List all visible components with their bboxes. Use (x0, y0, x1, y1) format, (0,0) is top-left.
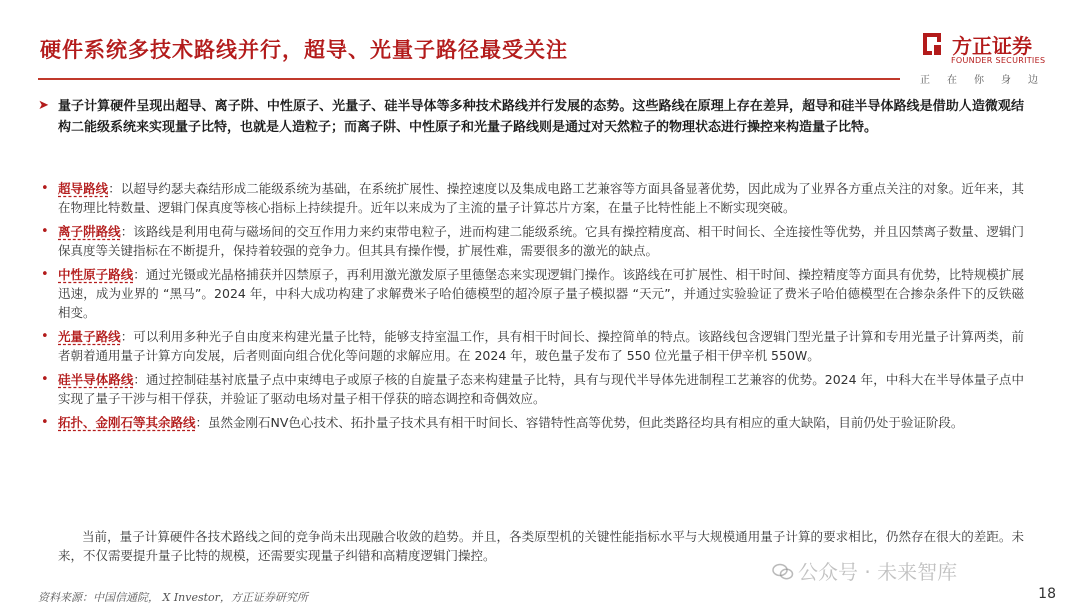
page-title: 硬件系统多技术路线并行，超导、光量子路径最受关注 (40, 37, 568, 62)
intro-paragraph: 量子计算硬件呈现出超导、离子阱、中性原子、光量子、硅半导体等多种技术路线并行发展的态势。这些路线在原理上存在差异，超导和硅半导体路线是借助人造微观结构二能级系统来实现量子比特，也就是人造粒子；而离子阱、中性原子和光量子路线则是通过对天然粒子的物理状态进行操控来构造量子比特。 (58, 99, 1024, 135)
watermark (772, 556, 957, 585)
logo-slogan: 正在你身边 (920, 75, 1055, 86)
route-description: ：通过控制硅基衬底量子点中束缚电子或原子核的自旋量子态来构建量子比特，具有与现代半导体先进制程工艺兼容的优势。2024 年，中科大在半导体量子点中实现了量子干涉与相干俘获，并验证了驱动电场对量子相干俘获的暗态调控和奇偶效应。 (58, 372, 1024, 406)
list-item (41, 222, 1024, 260)
founder-logo-icon (918, 30, 946, 58)
wechat-icon (772, 563, 794, 581)
route-description: ：可以利用多种光子自由度来构建光量子比特，能够支持室温工作，具有相干时间长、操控简单的特点。该路线包含逻辑门型光量子计算和专用光量子计算两类，前者朝着通用量子计算方向发展，后者则面向组合优化等问题的求解应用。在 2024 年，玻色量子发布了 550 位光量子相干伊辛机 550W。 (58, 329, 1024, 363)
route-name: 离子阱路线 (58, 224, 121, 239)
bullet-icon: • (41, 181, 49, 196)
list-item (41, 370, 1024, 408)
list-item (41, 179, 1024, 217)
conclusion-paragraph: 当前，量子计算硬件各技术路线之间的竞争尚未出现融合收敛的趋势。并且，各类原型机的关键性能指标水平与大规模通用量子计算的要求相比，仍然存在很大的差距。未来，不仅需要提升量子比特的规模，还需要实现量子纠错和高精度逻辑门操控。 (58, 529, 1024, 563)
company-logo (918, 26, 1058, 88)
bullet-icon: • (41, 224, 49, 239)
bullet-icon: • (41, 415, 49, 430)
route-list (41, 179, 1024, 437)
title-divider (38, 78, 900, 80)
bullet-icon: • (41, 329, 49, 344)
route-description: ：以超导约瑟夫森结形成二能级系统为基础，在系统扩展性、操控速度以及集成电路工艺兼容等方面具备显著优势，因此成为了业界各方重点关注的对象。近年来，其在物理比特数量、逻辑门保真度等核心指标上持续提升。近年以来成为了主流的量子计算芯片方案，在量子比特性能上不断实现突破。 (58, 181, 1024, 215)
source-note: 资料来源：中国信通院， X Investor，方正证券研究所 (38, 591, 308, 604)
list-item (41, 413, 1024, 432)
bullet-icon: • (41, 267, 49, 282)
logo-chinese-name: 方正证券 (952, 34, 1032, 58)
route-name: 中性原子路线 (58, 267, 134, 282)
page-number: 18 (1038, 586, 1056, 602)
bullet-icon: • (41, 372, 49, 387)
route-description: ：该路线是利用电荷与磁场间的交互作用力来约束带电粒子，进而构建二能级系统。它具有操控精度高、相干时间长、全连接性等优势，并且囚禁离子数量、逻辑门保真度等关键指标在不断提升，保持着较强的竞争力。但其具有操作慢，扩展性难，需要很多的激光的缺点。 (58, 224, 1024, 258)
arrow-bullet-icon: ➤ (38, 98, 49, 113)
route-name: 光量子路线 (58, 329, 121, 344)
route-name: 拓扑、金刚石等其余路线 (58, 415, 196, 430)
route-name: 硅半导体路线 (58, 372, 134, 387)
list-item (41, 327, 1024, 365)
route-description: ：虽然金刚石NV色心技术、拓扑量子技术具有相干时间长、容错特性高等优势，但此类路径均具有相应的重大缺陷，目前仍处于验证阶段。 (195, 415, 964, 430)
route-name: 超导路线 (58, 181, 109, 196)
route-description: ：通过光镊或光晶格捕获并囚禁原子，再利用激光激发原子里德堡态来实现逻辑门操作。该路线在可扩展性、相干时间、操控精度等方面具有优势，比特规模扩展迅速，成为业界的 “黑马”。2024 年，中科大成功构建了求解费米子哈伯德模型的超冷原子量子模拟器 “天元”，并通过实验验证了费米子哈伯德模型在合掺杂条件下的反铁磁相变。 (58, 267, 1024, 320)
watermark-text: 公众号 · 未来智库 (798, 560, 958, 584)
logo-english-name: FOUNDER SECURITIES (951, 56, 1046, 65)
list-item (41, 265, 1024, 322)
